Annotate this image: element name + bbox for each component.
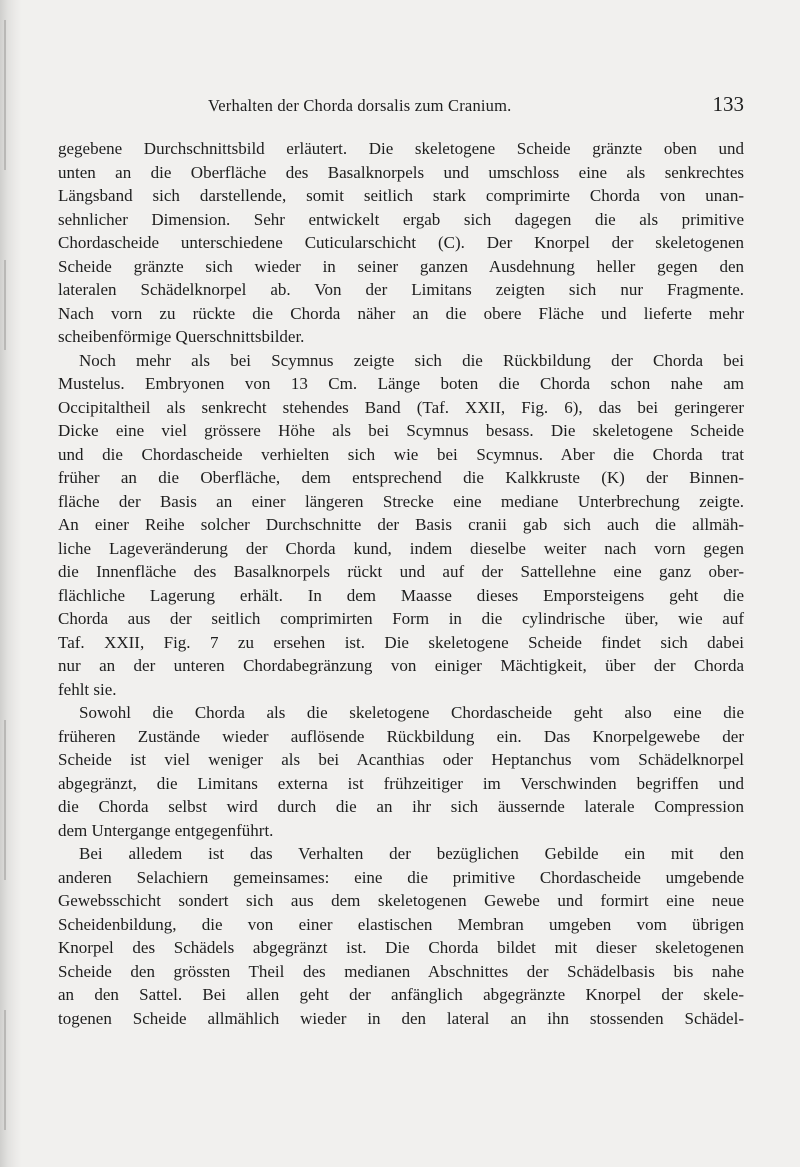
text-line: Dicke eine viel grössere Höhe als bei Scymnus besass. Die skeletogene Scheide <box>58 421 744 440</box>
scan-artifact <box>4 720 6 880</box>
text-line: liche Lageveränderung der Chorda kund, indem dieselbe weiter nach vorn gegen <box>58 538 744 558</box>
text-line: früheren Zustände wieder auflösende Rückbildung ein. Das Knorpelgewebe der <box>58 726 744 746</box>
text-line: Scheide gränzte sich wieder in seiner ganzen Ausdehnung heller gegen den <box>58 256 744 276</box>
scan-artifact <box>4 260 6 350</box>
text-line: Taf. XXII, Fig. 7 zu ersehen ist. Die skeletogene Scheide findet sich dabei <box>58 632 744 652</box>
page-header <box>58 94 744 124</box>
text-line: an den Sattel. Bei allen geht der anfänglich abgegränzte Knorpel der skele- <box>58 985 744 1004</box>
text-line: lateralen Schädelknorpel ab. Von der Limitans zeigten sich nur Fragmente. <box>58 280 744 299</box>
text-line: früher an die Oberfläche, dem entsprechend die Kalkkruste (K) der Binnen- <box>58 468 744 487</box>
text-line: Occipitaltheil als senkrecht stehendes Band (Taf. XXII, Fig. 6), das bei geringerer <box>58 397 744 417</box>
text-line: und die Chordascheide verhielten sich wie bei Scymnus. Aber die Chorda trat <box>58 444 744 464</box>
text-line: fehlt sie. <box>58 679 117 699</box>
text-line: togenen Scheide allmählich wieder in den lateral an ihn stossenden Schädel- <box>58 1008 744 1028</box>
text-line: Noch mehr als bei Scymnus zeigte sich die Rückbildung der Chorda bei <box>79 350 744 370</box>
text-line: gegebene Durchschnittsbild erläutert. Die skeletogene Scheide gränzte oben und <box>58 139 744 158</box>
paragraph <box>58 701 744 842</box>
scan-artifact <box>4 1010 6 1130</box>
body-text <box>58 137 744 1030</box>
text-line: abgegränzt, die Limitans externa ist frühzeitiger im Verschwinden begriffen und <box>58 773 744 793</box>
text-line: anderen Selachiern gemeinsames: eine die primitive Chordascheide umgebende <box>58 867 744 887</box>
page-number: 133 <box>712 92 744 116</box>
text-line: scheibenförmige Querschnittsbilder. <box>58 327 305 346</box>
text-line: Chorda aus der seitlich comprimirten Form in die cylindrische über, wie auf <box>58 609 744 628</box>
text-line: nur an der unteren Chordabegränzung von einiger Mächtigkeit, über der Chorda <box>58 656 744 675</box>
running-head: Verhalten der Chorda dorsalis zum Cranium. <box>208 96 512 115</box>
text-line: die Chorda selbst wird durch die an ihr sich äussernde laterale Compression <box>58 797 744 816</box>
text-line: Scheide ist viel weniger als bei Acanthias oder Heptanchus vom Schädelknorpel <box>58 750 744 769</box>
text-line: Gewebsschicht sondert sich aus dem skeletogenen Gewebe und formirt eine neue <box>58 891 744 910</box>
text-line: Chordascheide unterschiedene Cuticularschicht (C). Der Knorpel der skeletogenen <box>58 233 744 252</box>
text-line: Nach vorn zu rückte die Chorda näher an die obere Fläche und lieferte mehr <box>58 303 744 323</box>
text-line: Scheidenbildung, die von einer elastischen Membran umgeben vom übrigen <box>58 914 744 934</box>
text-line: Mustelus. Embryonen von 13 Cm. Länge boten die Chorda schon nahe am <box>58 374 744 393</box>
text-line: flächliche Lagerung erhält. In dem Maasse dieses Emporsteigens geht die <box>58 585 744 605</box>
text-line: Scheide den grössten Theil des medianen Abschnittes der Schädelbasis bis nahe <box>58 961 744 981</box>
text-line: Sowohl die Chorda als die skeletogene Chordascheide geht also eine die <box>79 703 744 722</box>
paragraph <box>58 842 744 1030</box>
text-line: Längsband sich darstellende, somit seitlich stark comprimirte Chorda von unan- <box>58 186 744 205</box>
text-line: sehnlicher Dimension. Sehr entwickelt ergab sich dagegen die als primitive <box>58 209 744 229</box>
text-line: die Innenfläche des Basalknorpels rückt und auf der Sattellehne eine ganz ober- <box>58 562 744 581</box>
text-line: unten an die Oberfläche des Basalknorpels und umschloss eine als senkrechtes <box>58 162 744 182</box>
text-line: fläche der Basis an einer längeren Strecke eine mediane Unterbrechung zeigte. <box>58 491 744 511</box>
text-line: dem Untergange entgegenführt. <box>58 820 274 840</box>
paragraph <box>58 349 744 702</box>
text-line: An einer Reihe solcher Durchschnitte der Basis cranii gab sich auch die allmäh- <box>58 515 744 534</box>
text-line: Knorpel des Schädels abgegränzt ist. Die Chorda bildet mit dieser skeletogenen <box>58 938 744 957</box>
scan-edge-shadow <box>0 0 22 1167</box>
paragraph <box>58 137 744 349</box>
scan-artifact <box>4 20 6 170</box>
text-line: Bei alledem ist das Verhalten der bezüglichen Gebilde ein mit den <box>79 844 744 863</box>
